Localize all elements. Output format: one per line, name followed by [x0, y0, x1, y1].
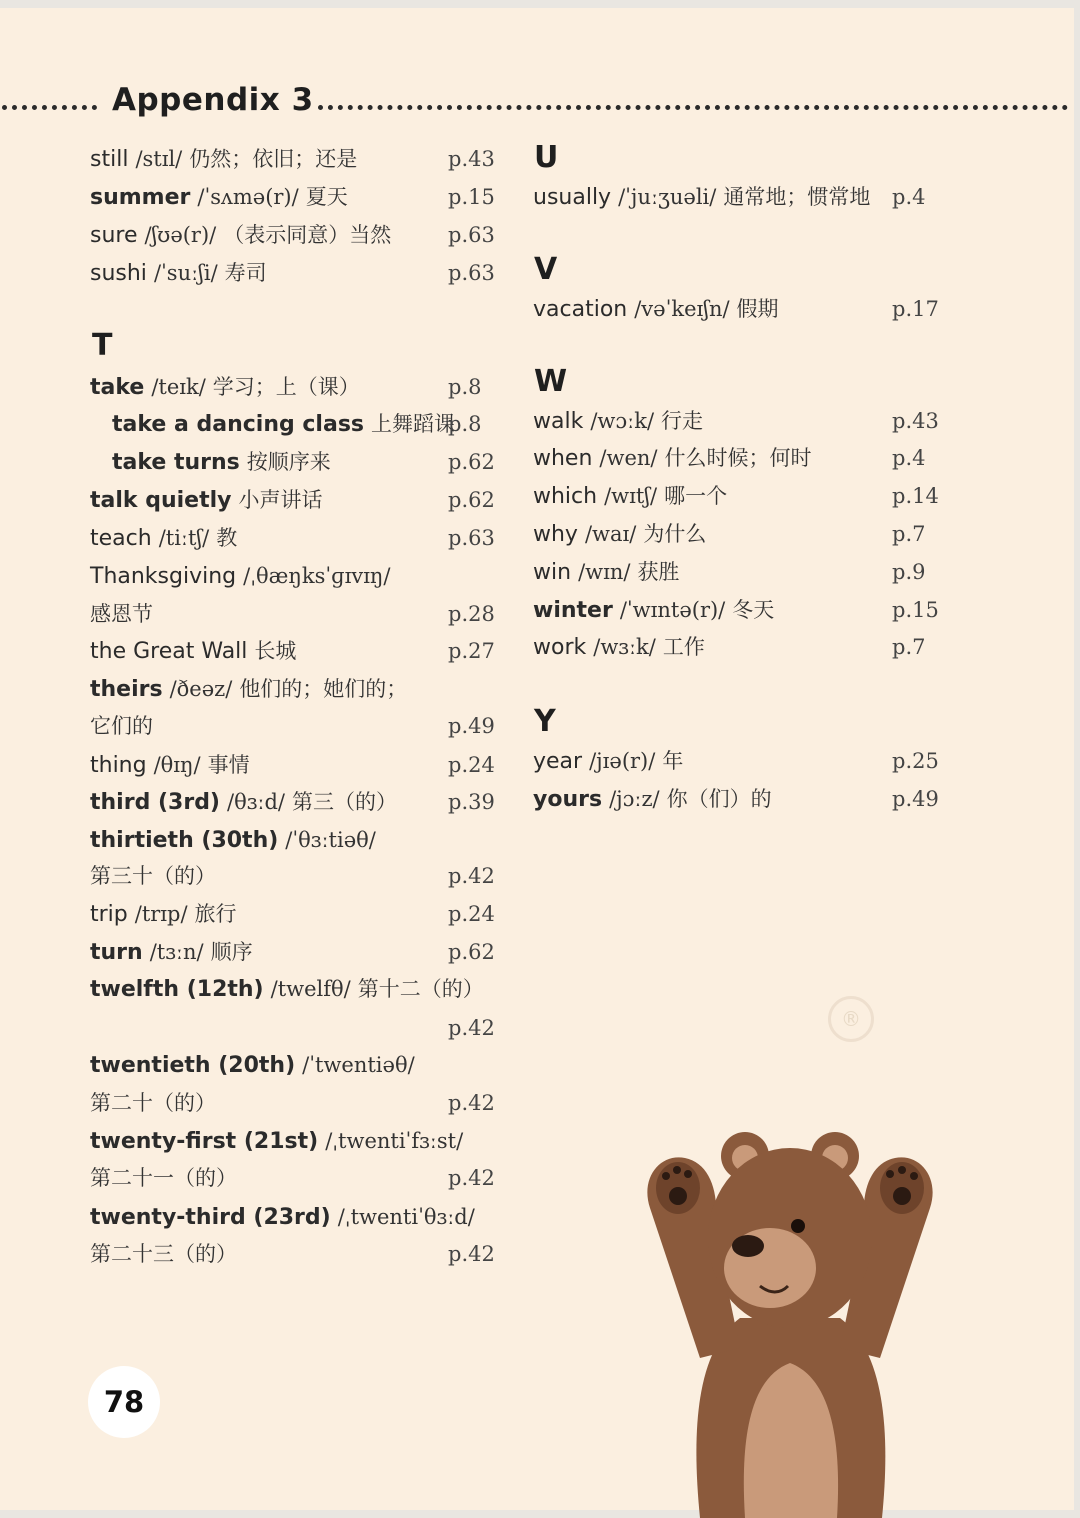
- entry-page: p.28: [448, 602, 495, 626]
- entry-phonetic: /wen/: [599, 446, 658, 470]
- entry-phonetic: /trɪp/: [134, 902, 188, 926]
- entry-meaning: 通常地；惯常地: [723, 185, 871, 209]
- entry-page: p.63: [448, 261, 495, 285]
- entry-meaning: 假期: [736, 297, 779, 321]
- entry-page: p.8: [448, 375, 482, 399]
- entry-page: p.25: [892, 749, 939, 773]
- entry-page: p.42: [448, 1242, 495, 1266]
- entry-twenty-first: [90, 1123, 463, 1159]
- entry-word: twentieth (20th): [90, 1053, 296, 1078]
- entry-word: why: [533, 522, 578, 547]
- entry-thing: [90, 747, 495, 783]
- entry-phonetic: /stɪl/: [135, 147, 183, 171]
- entry-the-great-wall: [90, 633, 495, 669]
- entry-why: [533, 516, 926, 552]
- entry-meaning: 夏天: [305, 185, 348, 209]
- entry-meaning: 什么时候；何时: [664, 446, 812, 470]
- entry-usually: [533, 179, 926, 215]
- entry-page: p.49: [448, 714, 495, 738]
- entry-phonetic: /wɪtʃ/: [604, 484, 658, 508]
- entry-meaning: 事情: [207, 753, 250, 777]
- bear-illustration: [630, 1118, 950, 1518]
- entry-page: p.7: [892, 522, 926, 546]
- entry-meaning: 第三十（的）: [90, 864, 216, 888]
- entry-meaning: 小声讲话: [238, 488, 323, 512]
- entry-twenty-third: [90, 1199, 475, 1235]
- entry-meaning: 第十二（的）: [357, 977, 484, 1001]
- entry-page: p.4: [892, 185, 926, 209]
- entry-meaning: 教: [216, 526, 238, 550]
- entry-page: p.9: [892, 560, 926, 584]
- entry-phonetic: /wɪn/: [578, 560, 631, 584]
- entry-phonetic: /ˈjuːʒuəli/: [618, 185, 717, 209]
- entry-phonetic: /jɪə(r)/: [589, 749, 656, 773]
- entry-page: p.43: [448, 147, 495, 171]
- entry-thirtieth: [90, 822, 376, 858]
- entry-word: which: [533, 484, 598, 509]
- entry-word: twelfth (12th): [90, 977, 264, 1002]
- entry-meaning: 你（们）的: [666, 787, 772, 811]
- header-dotted-rule-right: [318, 105, 1068, 110]
- section-letter-y: Y: [534, 704, 556, 739]
- entry-meaning: 按顺序来: [246, 450, 331, 474]
- entry-still: [90, 141, 495, 177]
- entry-phonetic: /ˈθɜːtiəθ/: [285, 828, 376, 852]
- entry-phonetic: /θɪŋ/: [153, 753, 201, 777]
- entry-page: p.62: [448, 940, 495, 964]
- entry-meaning: 上舞蹈课: [371, 412, 456, 436]
- entry-theirs-meaning: [90, 708, 495, 744]
- entry-which: [533, 478, 939, 514]
- header-dotted-rule-left: [2, 105, 97, 110]
- entry-page: p.17: [892, 297, 939, 321]
- entry-meaning: 仍然；依旧；还是: [189, 147, 358, 171]
- entry-page: p.63: [448, 526, 495, 550]
- entry-thanksgiving: [90, 558, 391, 594]
- entry-twenty-third-meaning: [90, 1236, 495, 1272]
- entry-word: take a dancing class: [112, 412, 365, 437]
- entry-word: work: [533, 635, 587, 660]
- entry-page: p.24: [448, 902, 495, 926]
- entry-meaning: 第二十三（的）: [90, 1242, 237, 1266]
- entry-word: walk: [533, 409, 584, 434]
- entry-phonetic: /ˈtwentiəθ/: [302, 1053, 415, 1077]
- entry-page: p.62: [448, 450, 495, 474]
- entry-meaning: 旅行: [194, 902, 237, 926]
- entry-word: theirs: [90, 677, 163, 702]
- entry-meaning: 他们的；她们的；: [239, 677, 408, 701]
- entry-meaning: 获胜: [637, 560, 680, 584]
- entry-word: teach: [90, 526, 152, 551]
- entry-yours: [533, 781, 939, 817]
- section-letter-t: T: [92, 328, 113, 363]
- entry-page: p.27: [448, 639, 495, 663]
- entry-word: thirtieth (30th): [90, 828, 279, 853]
- entry-phonetic: /teɪk/: [151, 375, 206, 399]
- entry-page: p.8: [448, 412, 482, 436]
- entry-phonetic: /ʃʊə(r)/: [144, 223, 217, 247]
- entry-phonetic: /wɜːk/: [593, 635, 656, 659]
- entry-phonetic: /tɜːn/: [149, 940, 204, 964]
- entry-phonetic: /wɔːk/: [590, 409, 655, 433]
- entry-page: p.62: [448, 488, 495, 512]
- entry-page: p.15: [448, 185, 495, 209]
- entry-word: take: [90, 375, 145, 400]
- registered-mark-icon: ®: [828, 996, 874, 1042]
- entry-turn: [90, 934, 495, 970]
- entry-word: third (3rd): [90, 790, 220, 815]
- entry-meaning: （表示同意）当然: [223, 223, 392, 247]
- entry-word: talk quietly: [90, 488, 232, 513]
- entry-work: [533, 629, 926, 665]
- entry-sure: [90, 217, 495, 253]
- entry-phonetic: /waɪ/: [584, 522, 637, 546]
- entry-summer: [90, 179, 495, 215]
- entry-winter: [533, 592, 939, 628]
- entry-when: [533, 440, 926, 476]
- entry-word: year: [533, 749, 583, 774]
- entry-sushi: [90, 255, 495, 291]
- page-number: 78: [88, 1366, 160, 1438]
- entry-theirs: [90, 671, 407, 707]
- page-sheet: [0, 8, 1074, 1510]
- entry-word: Thanksgiving: [90, 564, 237, 589]
- entry-word: take turns: [112, 450, 240, 475]
- entry-thanksgiving-meaning: [90, 596, 495, 632]
- entry-phonetic: /θɜːd/: [227, 790, 285, 814]
- entry-twenty-first-meaning: [90, 1160, 495, 1196]
- entry-word: win: [533, 560, 572, 585]
- entry-phonetic: /twelfθ/: [270, 977, 351, 1001]
- entry-take-turns: [112, 444, 495, 480]
- entry-meaning: 它们的: [90, 714, 153, 738]
- entry-page: p.63: [448, 223, 495, 247]
- entry-phonetic: /ˈsuːʃi/: [153, 261, 218, 285]
- entry-meaning: 行走: [661, 409, 704, 433]
- entry-page: p.42: [448, 864, 495, 888]
- entry-word: winter: [533, 598, 613, 623]
- section-letter-v: V: [534, 252, 558, 287]
- entry-meaning: 冬天: [732, 598, 775, 622]
- entry-meaning: 工作: [662, 635, 705, 659]
- entry-word: the Great Wall: [90, 639, 248, 664]
- entry-phonetic: /ˈwɪntə(r)/: [619, 598, 726, 622]
- entry-thirtieth-meaning: [90, 858, 495, 894]
- page-title: Appendix 3: [112, 82, 314, 118]
- entry-phonetic: /jɔːz/: [609, 787, 660, 811]
- entry-phonetic: /ˌθæŋksˈɡɪvɪŋ/: [243, 564, 391, 588]
- entry-twentieth: [90, 1047, 415, 1083]
- entry-take-a-dancing-class: [112, 406, 482, 442]
- entry-phonetic: /ˌtwentiˈθɜːd/: [337, 1205, 475, 1229]
- entry-page: p.15: [892, 598, 939, 622]
- entry-meaning: 长城: [254, 639, 297, 663]
- section-letter-w: W: [534, 364, 568, 399]
- entry-trip: [90, 896, 495, 932]
- entry-word: twenty-first (21st): [90, 1129, 319, 1154]
- entry-word: sushi: [90, 261, 147, 286]
- entry-page: p.43: [892, 409, 939, 433]
- entry-walk: [533, 403, 939, 439]
- entry-word: still: [90, 147, 129, 172]
- entry-word: turn: [90, 940, 143, 965]
- entry-page: p.14: [892, 484, 939, 508]
- entry-phonetic: /vəˈkeɪʃn/: [634, 297, 730, 321]
- entry-word: summer: [90, 185, 191, 210]
- entry-page: p.49: [892, 787, 939, 811]
- entry-talk-quietly: [90, 482, 495, 518]
- entry-vacation: [533, 291, 939, 327]
- entry-meaning: 哪一个: [664, 484, 728, 508]
- entry-page: p.39: [448, 790, 495, 814]
- entry-meaning: 第二十（的）: [90, 1091, 216, 1115]
- entry-phonetic: /tiːtʃ/: [158, 526, 210, 550]
- entry-meaning: 顺序: [210, 940, 253, 964]
- entry-page: p.42: [448, 1166, 495, 1190]
- entry-word: when: [533, 446, 593, 471]
- entry-page: p.24: [448, 753, 495, 777]
- entry-year: [533, 743, 939, 779]
- entry-word: sure: [90, 223, 138, 248]
- entry-third: [90, 784, 495, 820]
- entry-meaning: 为什么: [643, 522, 707, 546]
- entry-word: yours: [533, 787, 603, 812]
- entry-meaning: 年: [662, 749, 684, 773]
- entry-phonetic: /ðeəz/: [169, 677, 233, 701]
- entry-twentieth-meaning: [90, 1085, 495, 1121]
- entry-page: p.42: [448, 1091, 495, 1115]
- entry-twelfth: [90, 971, 484, 1007]
- entry-meaning: 学习；上（课）: [212, 375, 360, 399]
- entry-word: twenty-third (23rd): [90, 1205, 331, 1230]
- entry-phonetic: /ˈsʌmə(r)/: [197, 185, 299, 209]
- entry-teach: [90, 520, 495, 556]
- entry-meaning: 第二十一（的）: [90, 1166, 237, 1190]
- entry-phonetic: /ˌtwentiˈfɜːst/: [325, 1129, 464, 1153]
- entry-page: p.4: [892, 446, 926, 470]
- entry-word: trip: [90, 902, 128, 927]
- entry-meaning: 感恩节: [90, 602, 153, 626]
- entry-win: [533, 554, 926, 590]
- entry-word: vacation: [533, 297, 628, 322]
- entry-word: usually: [533, 185, 612, 210]
- entry-page: p.42: [448, 1016, 495, 1040]
- entry-page: p.7: [892, 635, 926, 659]
- entry-meaning: 寿司: [224, 261, 267, 285]
- entry-word: thing: [90, 753, 147, 778]
- entry-meaning: 第三（的）: [292, 790, 397, 814]
- section-letter-u: U: [534, 140, 559, 175]
- entry-take: [90, 369, 482, 405]
